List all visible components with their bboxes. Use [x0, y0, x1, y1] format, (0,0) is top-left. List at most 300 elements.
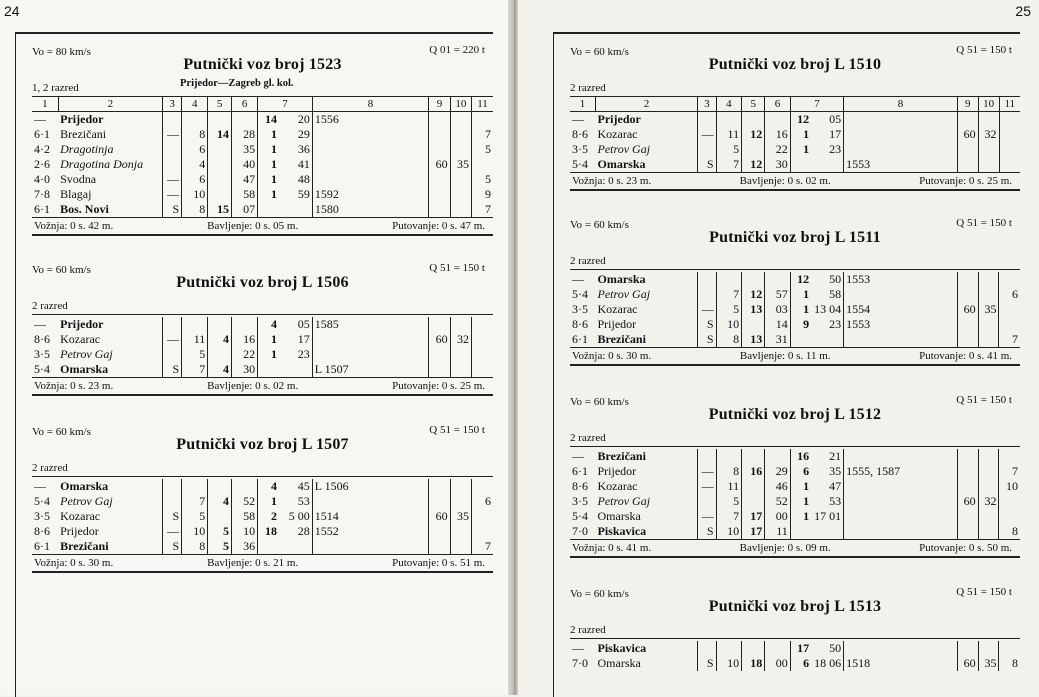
cell-col-4	[742, 272, 765, 287]
cell-col-9: 60	[429, 157, 450, 172]
cell-col-8: 1518	[844, 656, 958, 671]
cell-col-7: 48	[297, 172, 310, 186]
train-title: Putnički voz broj L 1507	[176, 436, 349, 453]
cell-col-0: 7·0	[572, 656, 588, 670]
cell-col-9	[429, 317, 450, 332]
cell-col-5: 58	[232, 187, 258, 202]
station-row	[32, 112, 493, 128]
cell-col-3	[182, 317, 208, 332]
cell-col-6	[258, 202, 279, 217]
column-number: 4	[182, 97, 208, 112]
cell-col-5: 00	[765, 656, 791, 671]
cell-col-5: 07	[232, 202, 258, 217]
station-row	[570, 302, 1020, 317]
cell-col-2: —	[698, 464, 717, 479]
cell-col-10: 32	[978, 494, 999, 509]
cell-col-6: 1	[790, 494, 811, 509]
station-row	[32, 332, 493, 347]
cell-col-11: 6	[999, 287, 1020, 302]
column-number: 2	[58, 97, 163, 112]
cell-col-2: S	[163, 362, 182, 377]
cell-col-11: 5	[472, 142, 494, 157]
cell-col-8	[844, 287, 958, 302]
cell-col-4	[742, 142, 765, 157]
cell-col-5	[765, 449, 791, 464]
cell-col-9	[429, 494, 450, 509]
timetable-footer	[570, 347, 1020, 366]
cell-col-5	[765, 272, 791, 287]
cell-col-4	[742, 449, 765, 464]
cell-col-5: 58	[232, 509, 258, 524]
cell-col-6: 1	[790, 479, 811, 494]
cell-col-1: Petrov Gaj	[60, 347, 113, 361]
timetable-right-3	[570, 576, 1020, 671]
cell-col-5: 14	[765, 317, 791, 332]
column-number: 7	[258, 97, 313, 112]
cell-col-1: Prijedor	[60, 524, 99, 538]
cell-col-9	[957, 464, 978, 479]
timetable-right-1	[570, 207, 1020, 366]
cell-col-7: 23	[829, 142, 842, 156]
cell-col-6: 9	[790, 317, 811, 332]
cell-col-0: 3·5	[34, 347, 50, 361]
cell-col-2	[698, 112, 717, 128]
right-timetable-frame	[553, 32, 1020, 697]
cell-col-7: 35	[829, 464, 842, 478]
cell-col-8	[312, 157, 428, 172]
cell-col-5: 52	[765, 494, 791, 509]
cell-col-1: Prijedor	[60, 317, 104, 331]
cell-col-9	[957, 142, 978, 157]
column-number: 5	[742, 97, 765, 112]
cell-col-3: 6	[182, 172, 208, 187]
cell-col-6: 1	[258, 187, 279, 202]
cell-col-1: Bos. Novi	[60, 202, 109, 216]
timetable-left-1	[32, 252, 493, 396]
cell-col-4	[208, 509, 232, 524]
cell-col-7: 17	[829, 127, 842, 141]
cell-col-11	[999, 641, 1020, 656]
cell-col-11	[472, 157, 494, 172]
station-row	[570, 157, 1020, 172]
cell-col-5: 57	[765, 287, 791, 302]
station-row	[32, 362, 493, 377]
cell-col-5: 40	[232, 157, 258, 172]
cell-col-8	[844, 641, 958, 656]
column-number: 9	[957, 97, 978, 112]
cell-col-10	[450, 187, 471, 202]
cell-col-11	[471, 362, 493, 377]
cell-col-8	[312, 494, 428, 509]
cell-col-8	[844, 449, 958, 464]
cell-col-0: —	[34, 479, 46, 493]
cell-col-6: 1	[790, 127, 811, 142]
cell-col-0: 7·8	[34, 187, 50, 201]
dwell-time: Bavljenje: 0 s. 05 m.	[207, 220, 299, 232]
cell-col-7: 13 04	[814, 302, 842, 316]
timetable-footer	[570, 172, 1020, 191]
cell-col-10	[978, 479, 999, 494]
cell-col-8: 1592	[312, 187, 428, 202]
ride-time: Vožnja: 0 s. 23 m.	[572, 175, 652, 187]
cell-col-4: 17	[742, 509, 765, 524]
timetable-footer	[32, 377, 493, 396]
timetable-header	[570, 207, 1020, 269]
timetable-right-0	[570, 34, 1020, 191]
cell-col-7: 53	[829, 494, 842, 508]
cell-col-8	[312, 539, 428, 554]
right-page	[518, 0, 1039, 695]
cell-col-10	[450, 479, 471, 494]
cell-col-6: 2	[258, 509, 279, 524]
cell-col-6: 1	[790, 142, 811, 157]
cell-col-1: Omarska	[60, 362, 109, 376]
cell-col-3: 8	[716, 332, 742, 347]
cell-col-7	[279, 202, 312, 217]
route-subtitle: Prijedor—Zagreb gl. kol.	[180, 78, 294, 89]
train-title: Putnički voz broj L 1506	[176, 274, 349, 291]
station-row	[32, 172, 493, 187]
cell-col-4	[208, 347, 232, 362]
cell-col-9: 60	[957, 302, 978, 317]
cell-col-4	[742, 479, 765, 494]
cell-col-9	[429, 112, 450, 128]
cell-col-8: L 1507	[312, 362, 428, 377]
train-title: Putnički voz broj L 1511	[709, 229, 881, 246]
column-number: 3	[163, 97, 182, 112]
ride-time: Vožnja: 0 s. 30 m.	[34, 557, 114, 569]
cell-col-1: Prijedor	[597, 112, 641, 126]
cell-col-11	[999, 272, 1020, 287]
station-row	[570, 127, 1020, 142]
cell-col-10	[978, 332, 999, 347]
cell-col-9	[429, 142, 450, 157]
cell-col-8: 1585	[312, 317, 428, 332]
cell-col-9: 60	[429, 332, 450, 347]
cell-col-1: Omarska	[597, 157, 646, 171]
cell-col-11	[472, 112, 494, 128]
cell-col-9	[957, 332, 978, 347]
travel-time: Putovanje: 0 s. 47 m.	[392, 220, 485, 232]
cell-col-1: Kozarac	[60, 509, 101, 523]
cell-col-0: 5·4	[572, 509, 588, 523]
dwell-time: Bavljenje: 0 s. 02 m.	[739, 175, 831, 187]
cell-col-6: 12	[790, 272, 811, 287]
cell-col-5: 47	[232, 172, 258, 187]
cell-col-2	[163, 112, 182, 128]
cell-col-7: 45	[297, 479, 310, 493]
column-number: 9	[429, 97, 450, 112]
cell-col-10	[450, 524, 471, 539]
ride-time: Vožnja: 0 s. 41 m.	[572, 542, 652, 554]
cell-col-9	[957, 524, 978, 539]
cell-col-7: 59	[297, 187, 310, 201]
cell-col-1: Omarska	[597, 656, 641, 670]
cell-col-1: Dragotina Donja	[60, 157, 144, 171]
cell-col-11	[471, 509, 493, 524]
cell-col-9	[429, 127, 450, 142]
cell-col-11: 7	[471, 539, 493, 554]
cell-col-3	[182, 112, 208, 128]
timetable-left-0	[32, 34, 493, 236]
timetable-header	[570, 34, 1020, 96]
load-label: Q 51 = 150 t	[956, 394, 1012, 406]
left-timetable-frame	[15, 32, 493, 697]
load-label: Q 51 = 150 t	[956, 586, 1012, 598]
cell-col-1: Kozarac	[60, 332, 101, 346]
cell-col-3	[716, 112, 742, 128]
cell-col-3: 8	[182, 202, 208, 217]
cell-col-7	[279, 362, 312, 377]
station-row	[570, 464, 1020, 479]
cell-col-10	[450, 142, 471, 157]
ride-time: Vožnja: 0 s. 30 m.	[572, 350, 652, 362]
cell-col-0: 5·4	[34, 362, 50, 376]
cell-col-5: 11	[765, 524, 791, 539]
cell-col-3: 4	[182, 157, 208, 172]
cell-col-11	[999, 509, 1020, 524]
cell-col-4	[208, 172, 232, 187]
cell-col-0: 6·1	[572, 332, 588, 346]
cell-col-3: 7	[182, 362, 208, 377]
cell-col-1: Kozarac	[597, 302, 638, 316]
cell-col-0: —	[572, 449, 584, 463]
cell-col-5: 10	[232, 524, 258, 539]
cell-col-1: Prijedor	[597, 317, 637, 331]
train-title: Putnički voz broj L 1512	[708, 406, 882, 423]
class-label: 2 razred	[570, 432, 606, 444]
cell-col-8	[844, 524, 958, 539]
cell-col-4: 15	[208, 202, 232, 217]
train-title: Putnički voz broj L 1513	[708, 598, 882, 615]
timetable-header	[32, 252, 493, 314]
timetable-grid	[570, 446, 1020, 539]
column-number-row	[32, 97, 493, 112]
cell-col-11	[999, 127, 1020, 142]
cell-col-8	[844, 494, 958, 509]
cell-col-2: S	[163, 509, 182, 524]
cell-col-2: S	[698, 656, 717, 671]
cell-col-8: 1514	[312, 509, 428, 524]
cell-col-3: 5	[182, 347, 208, 362]
column-number: 4	[716, 97, 742, 112]
cell-col-7: 28	[297, 524, 310, 538]
cell-col-9	[957, 272, 978, 287]
cell-col-4	[208, 317, 232, 332]
cell-col-10: 35	[978, 302, 999, 317]
cell-col-3: 7	[716, 157, 742, 172]
cell-col-3: 10	[182, 524, 208, 539]
cell-col-7: 18 06	[814, 656, 842, 670]
cell-col-4	[742, 641, 765, 656]
cell-col-4: 5	[208, 539, 232, 554]
cell-col-4: 17	[742, 524, 765, 539]
cell-col-10	[978, 272, 999, 287]
column-number: 11	[472, 97, 494, 112]
cell-col-3: 8	[182, 127, 208, 142]
cell-col-0: —	[34, 317, 46, 331]
cell-col-9	[429, 172, 450, 187]
cell-col-3	[716, 449, 742, 464]
station-row	[32, 157, 493, 172]
cell-col-6: 1	[790, 302, 811, 317]
cell-col-9: 60	[957, 494, 978, 509]
cell-col-5	[765, 112, 791, 128]
column-number: 2	[596, 97, 698, 112]
cell-col-11	[471, 524, 493, 539]
dwell-time: Bavljenje: 0 s. 02 m.	[207, 380, 299, 392]
cell-col-5: 28	[232, 127, 258, 142]
cell-col-6: 16	[790, 449, 811, 464]
class-label: 2 razred	[32, 462, 68, 474]
cell-col-9	[429, 187, 450, 202]
column-number: 7	[790, 97, 843, 112]
dwell-time: Bavljenje: 0 s. 09 m.	[739, 542, 831, 554]
cell-col-3: 7	[182, 494, 208, 509]
travel-time: Putovanje: 0 s. 51 m.	[392, 557, 485, 569]
column-number-row	[570, 97, 1020, 112]
cell-col-4	[208, 112, 232, 128]
cell-col-4: 12	[742, 287, 765, 302]
cell-col-11	[471, 332, 493, 347]
cell-col-7: 21	[829, 449, 842, 463]
cell-col-5	[765, 641, 791, 656]
cell-col-0: 5·4	[572, 157, 588, 171]
station-row	[32, 187, 493, 202]
cell-col-8: 1552	[312, 524, 428, 539]
cell-col-6	[790, 332, 811, 347]
cell-col-9	[957, 479, 978, 494]
cell-col-4	[208, 157, 232, 172]
cell-col-10	[450, 112, 471, 128]
cell-col-10: 35	[450, 509, 471, 524]
cell-col-10	[450, 347, 471, 362]
cell-col-1: Piskavica	[597, 641, 647, 655]
cell-col-7: 50	[829, 272, 842, 286]
timetable-grid	[570, 638, 1020, 671]
timetable-left-2	[32, 414, 493, 573]
cell-col-8: 1554	[844, 302, 958, 317]
cell-col-3: 7	[716, 287, 742, 302]
cell-col-8	[312, 347, 428, 362]
cell-col-2: —	[698, 302, 717, 317]
cell-col-5: 22	[765, 142, 791, 157]
cell-col-2: —	[698, 479, 717, 494]
cell-col-4	[208, 479, 232, 494]
cell-col-11: 6	[471, 494, 493, 509]
cell-col-4: 12	[742, 127, 765, 142]
cell-col-6: 17	[790, 641, 811, 656]
column-number: 8	[312, 97, 428, 112]
cell-col-0: 3·5	[572, 494, 588, 508]
cell-col-6: 4	[258, 479, 279, 494]
cell-col-4: 4	[208, 494, 232, 509]
cell-col-3: 5	[182, 509, 208, 524]
cell-col-3	[716, 641, 742, 656]
cell-col-6: 1	[258, 157, 279, 172]
cell-col-4	[742, 112, 765, 128]
cell-col-2: —	[163, 187, 182, 202]
cell-col-2: —	[163, 127, 182, 142]
cell-col-4: 18	[742, 656, 765, 671]
left-page	[0, 0, 512, 695]
cell-col-3: 10	[716, 524, 742, 539]
speed-label: Vo = 60 km/s	[32, 264, 91, 276]
page-number-left: 24	[4, 3, 20, 19]
cell-col-4	[742, 494, 765, 509]
cell-col-7: 05	[829, 112, 842, 126]
cell-col-10	[450, 127, 471, 142]
cell-col-10	[978, 287, 999, 302]
cell-col-0: 6·1	[34, 539, 50, 553]
cell-col-0: 8·6	[34, 332, 50, 346]
station-row	[32, 539, 493, 554]
cell-col-3: 10	[716, 656, 742, 671]
timetable-grid	[570, 269, 1020, 347]
cell-col-11: 7	[999, 332, 1020, 347]
cell-col-10	[978, 157, 999, 172]
cell-col-11	[999, 449, 1020, 464]
cell-col-2: —	[163, 172, 182, 187]
cell-col-8: 1553	[844, 272, 958, 287]
cell-col-8	[844, 112, 958, 128]
cell-col-7: 50	[829, 641, 842, 655]
cell-col-4: 5	[208, 524, 232, 539]
cell-col-0: 3·5	[572, 142, 588, 156]
cell-col-2	[163, 142, 182, 157]
cell-col-2: S	[163, 202, 182, 217]
cell-col-7	[279, 539, 312, 554]
cell-col-0: 7·0	[572, 524, 588, 538]
cell-col-10	[450, 317, 471, 332]
cell-col-11: 10	[999, 479, 1020, 494]
cell-col-5: 35	[232, 142, 258, 157]
travel-time: Putovanje: 0 s. 25 m.	[392, 380, 485, 392]
cell-col-6	[258, 362, 279, 377]
cell-col-9	[429, 202, 450, 217]
cell-col-6: 1	[258, 347, 279, 362]
speed-label: Vo = 60 km/s	[570, 588, 629, 600]
cell-col-10	[450, 202, 471, 217]
cell-col-0: 5·4	[34, 494, 50, 508]
cell-col-9	[957, 317, 978, 332]
cell-col-2: —	[163, 524, 182, 539]
station-row	[32, 509, 493, 524]
timetable-header	[32, 34, 493, 96]
cell-col-3: 11	[716, 479, 742, 494]
cell-col-1: Prijedor	[60, 112, 104, 126]
column-number: 8	[844, 97, 958, 112]
cell-col-1: Prijedor	[597, 464, 637, 478]
cell-col-6	[790, 157, 811, 172]
cell-col-8	[312, 172, 428, 187]
travel-time: Putovanje: 0 s. 41 m.	[919, 350, 1012, 362]
cell-col-11	[999, 494, 1020, 509]
travel-time: Putovanje: 0 s. 50 m.	[919, 542, 1012, 554]
cell-col-11	[999, 302, 1020, 317]
cell-col-7: 17 01	[814, 509, 842, 523]
cell-col-5	[232, 112, 258, 128]
cell-col-10	[978, 509, 999, 524]
cell-col-1: Brezičani	[60, 127, 107, 141]
cell-col-2	[163, 317, 182, 332]
cell-col-8	[844, 332, 958, 347]
cell-col-0: 8·6	[34, 524, 50, 538]
class-label: 2 razred	[570, 624, 606, 636]
timetable-grid	[32, 314, 493, 377]
cell-col-5: 16	[232, 332, 258, 347]
cell-col-7	[811, 524, 843, 539]
